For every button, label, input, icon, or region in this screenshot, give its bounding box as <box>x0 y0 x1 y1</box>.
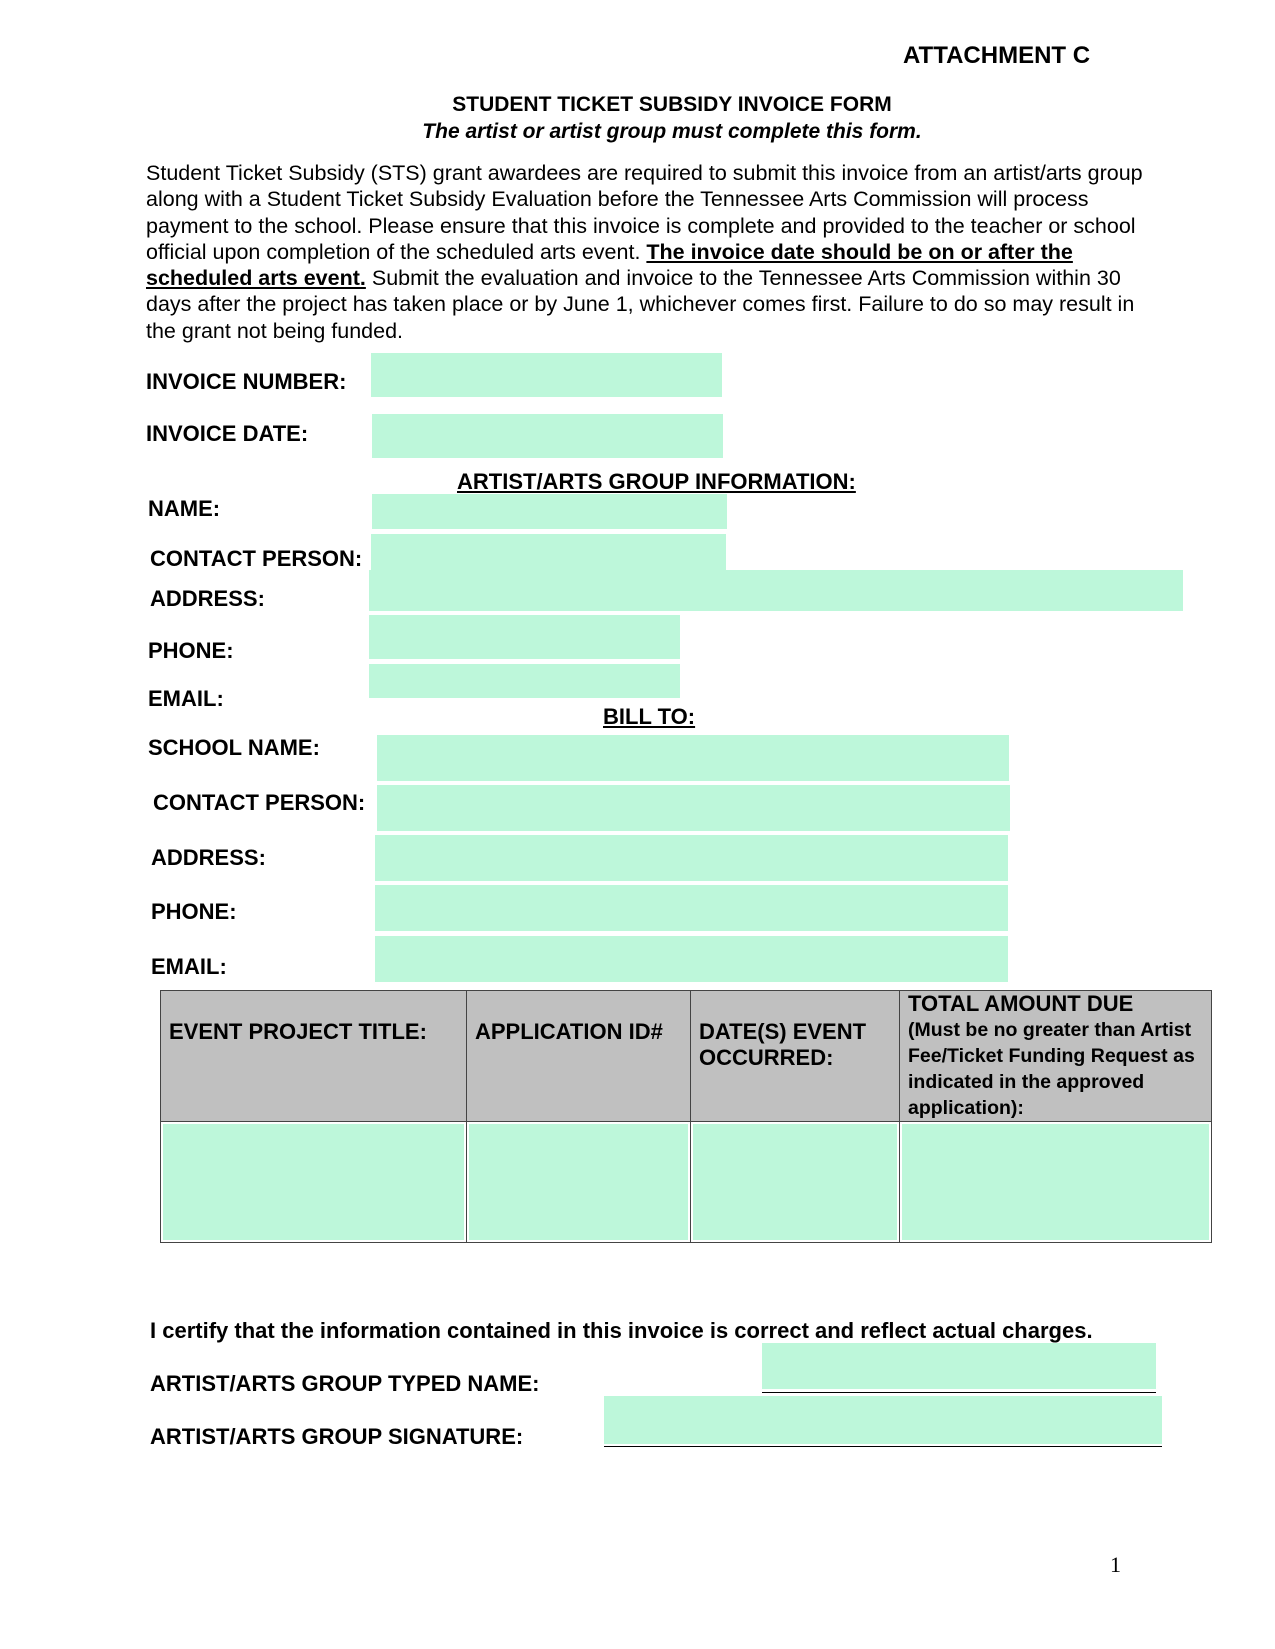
artist-email-label: EMAIL: <box>148 686 224 711</box>
event-dates-header <box>691 991 900 1122</box>
event-title-input[interactable] <box>163 1124 464 1240</box>
application-id-header <box>467 991 691 1122</box>
event-title-header <box>161 991 467 1122</box>
typed-name-field[interactable] <box>762 1343 1156 1389</box>
total-amount-header-title: TOTAL AMOUNT DUE <box>908 991 1134 1016</box>
school-contact-field[interactable] <box>377 785 1010 831</box>
application-id-input[interactable] <box>469 1124 688 1240</box>
typed-name-label: ARTIST/ARTS GROUP TYPED NAME: <box>150 1371 540 1396</box>
total-amount-header <box>900 991 1212 1122</box>
event-table-header-row <box>161 991 1212 1122</box>
artist-address-label: ADDRESS: <box>150 586 265 611</box>
artist-name-label: NAME: <box>148 496 221 521</box>
invoice-date-label: INVOICE DATE: <box>146 421 309 446</box>
school-email-field[interactable] <box>375 936 1008 982</box>
invoice-number-field[interactable] <box>371 353 722 397</box>
signature-label: ARTIST/ARTS GROUP SIGNATURE: <box>150 1424 524 1449</box>
event-dates-cell[interactable] <box>691 1122 900 1243</box>
event-table <box>160 990 1212 1243</box>
signature-field[interactable] <box>604 1396 1162 1444</box>
signature-line <box>604 1446 1162 1447</box>
form-title: STUDENT TICKET SUBSIDY INVOICE FORM <box>452 93 892 116</box>
event-title-cell[interactable] <box>161 1122 467 1243</box>
school-address-field[interactable] <box>375 835 1008 881</box>
total-amount-cell[interactable] <box>900 1122 1212 1243</box>
intro-emphasis: The invoice date should be on or after the scheduled arts event. <box>146 239 1073 291</box>
page-number: 1 <box>1110 1552 1121 1577</box>
bill-to-heading: BILL TO: <box>603 704 696 729</box>
artist-contact-label: CONTACT PERSON: <box>150 546 363 571</box>
artist-address-field[interactable] <box>369 570 1183 611</box>
application-id-cell[interactable] <box>467 1122 691 1243</box>
school-phone-label: PHONE: <box>151 899 237 924</box>
invoice-date-field[interactable] <box>372 414 723 458</box>
school-email-label: EMAIL: <box>151 954 227 979</box>
artist-section-heading: ARTIST/ARTS GROUP INFORMATION: <box>457 469 856 494</box>
artist-name-field[interactable] <box>372 494 727 529</box>
intro-text-before: Student Ticket Subsidy (STS) grant awardees are required to submit this invoice from an artist/arts group along with a Student Ticket Subsidy Evaluation before the Tennessee Arts Commission will process payment to the school. Please ensure that this invoice is complete and provided to the teacher or school official upon completion of the scheduled arts event. <box>146 161 1143 264</box>
table-row <box>161 1122 1212 1243</box>
school-contact-label: CONTACT PERSON: <box>153 790 366 815</box>
intro-text-after: Submit the evaluation and invoice to the Tennessee Arts Commission within 30 days after the project has taken place or by June 1, whichever comes first. Failure to do so may result in the grant not being funded. <box>146 266 1135 343</box>
intro-paragraph <box>146 160 1161 344</box>
artist-phone-field[interactable] <box>369 615 680 659</box>
event-dates-input[interactable] <box>693 1124 897 1240</box>
application-id-header-text: APPLICATION ID# <box>475 1019 663 1044</box>
school-name-label: SCHOOL NAME: <box>148 735 320 760</box>
total-amount-input[interactable] <box>902 1124 1209 1240</box>
artist-contact-field[interactable] <box>371 534 726 570</box>
form-subtitle: The artist or artist group must complete this form. <box>422 120 922 143</box>
total-amount-header-note: (Must be no greater than Artist Fee/Ticket Funding Request as indicated in the approved application): <box>908 1019 1195 1119</box>
certification-statement: I certify that the information contained in this invoice is correct and reflect actual charges. <box>150 1318 1093 1343</box>
event-title-header-text: EVENT PROJECT TITLE: <box>169 1019 427 1044</box>
school-name-field[interactable] <box>377 735 1009 781</box>
artist-phone-label: PHONE: <box>148 638 234 663</box>
artist-email-field[interactable] <box>369 664 680 698</box>
event-dates-header-text: DATE(S) EVENT OCCURRED: <box>699 1019 867 1070</box>
typed-name-line <box>762 1392 1156 1393</box>
attachment-label: ATTACHMENT C <box>903 42 1091 69</box>
school-phone-field[interactable] <box>375 885 1008 931</box>
school-address-label: ADDRESS: <box>151 845 266 870</box>
invoice-number-label: INVOICE NUMBER: <box>146 369 347 394</box>
